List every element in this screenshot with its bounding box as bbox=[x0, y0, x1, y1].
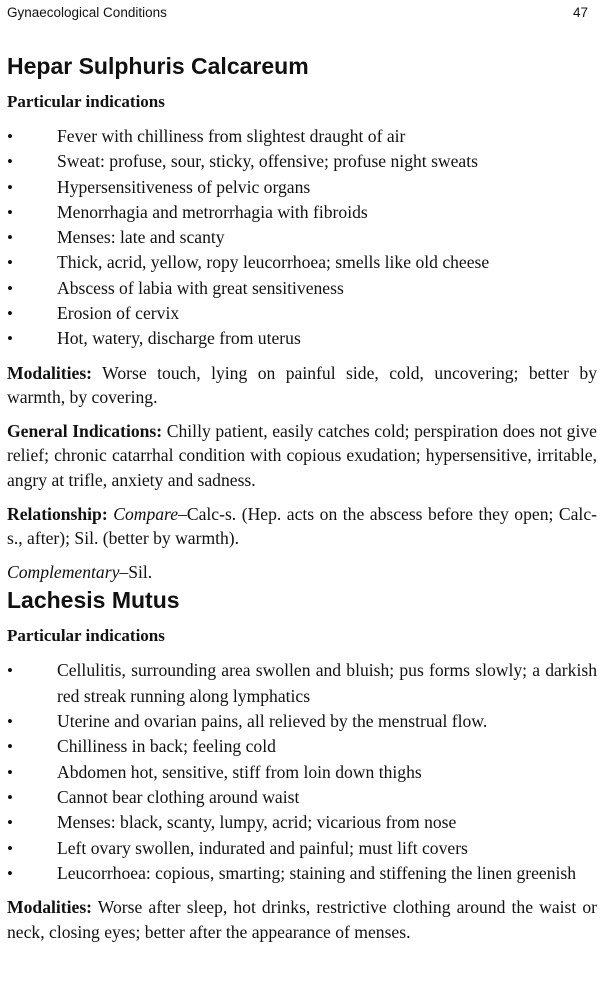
compare-label: Compare bbox=[113, 503, 179, 524]
list-item: • Abscess of labia with great sensitiveness bbox=[7, 276, 597, 301]
list-item: • Leucorrhoea: copious, smarting; staining and stiffening the linen greenish bbox=[7, 861, 597, 886]
relationship-paragraph: Relationship: Compare–Calc-s. (Hep. acts on the abscess before they open; Calc-s., after); Sil. (better by warmth). bbox=[7, 503, 597, 549]
bullet-icon: • bbox=[7, 737, 13, 757]
bullet-icon: • bbox=[7, 838, 13, 858]
list-item: • Menses: late and scanty bbox=[7, 225, 597, 250]
bullet-icon: • bbox=[7, 228, 13, 248]
list-item: • Hot, watery, discharge from uterus bbox=[7, 326, 597, 351]
bullet-icon: • bbox=[7, 152, 13, 172]
page-body bbox=[7, 50, 597, 944]
bullet-icon: • bbox=[7, 278, 13, 298]
modalities-label: Modalities: bbox=[7, 897, 93, 918]
list-item: • Thick, acrid, yellow, ropy leucorrhoea; smells like old cheese bbox=[7, 250, 597, 275]
list-item: • Chilliness in back; feeling cold bbox=[7, 734, 597, 759]
list-item: • Cellulitis, surrounding area swollen and bluish; pus forms slowly; a darkish red streak running along lymphatics bbox=[7, 660, 597, 706]
general-indications-label: General Indications: bbox=[7, 420, 163, 441]
bullet-icon: • bbox=[7, 177, 13, 197]
list-item: • Uterine and ovarian pains, all relieved by the menstrual flow. bbox=[7, 709, 597, 734]
modalities-paragraph-lachesis: Modalities: Worse after sleep, hot drinks, restrictive clothing around the waist or neck, closing eyes; better after the appearance of menses. bbox=[7, 897, 597, 942]
list-item: • Cannot bear clothing around waist bbox=[7, 785, 597, 810]
bullet-icon: • bbox=[7, 329, 13, 349]
general-indications-paragraph: General Indications: Chilly patient, easily catches cold; perspiration does not give relief; chronic catarrhal condition with copious exudation; hypersensitive, irritable, angry at trifle, anxiety and sadness. bbox=[7, 420, 597, 491]
complementary-label: Complementary bbox=[7, 561, 120, 582]
bullet-icon: • bbox=[7, 202, 13, 222]
bullet-icon: • bbox=[7, 762, 13, 782]
running-title: Gynaecological Conditions bbox=[7, 5, 167, 20]
complementary-paragraph: Complementary–Sil. bbox=[7, 561, 153, 582]
bullet-icon: • bbox=[7, 813, 13, 833]
list-item: • Sweat: profuse, sour, sticky, offensive; profuse night sweats bbox=[7, 149, 597, 174]
running-header bbox=[7, 5, 588, 23]
section-title-lachesis: Lachesis Mutus bbox=[7, 587, 180, 614]
page-number: 47 bbox=[572, 5, 588, 20]
list-item: • Abdomen hot, sensitive, stiff from loin down thighs bbox=[7, 760, 597, 785]
list-item: • Menses: black, scanty, lumpy, acrid; vicarious from nose bbox=[7, 810, 597, 835]
bullet-icon: • bbox=[7, 127, 13, 146]
indications-list-hepar bbox=[7, 124, 597, 352]
bullet-icon: • bbox=[7, 787, 13, 807]
modalities-label: Modalities: bbox=[7, 362, 93, 383]
subheading-particular-indications: Particular indications bbox=[7, 92, 165, 111]
relationship-label: Relationship: bbox=[7, 503, 108, 524]
bullet-icon: • bbox=[7, 863, 13, 883]
list-item: • Menorrhagia and metrorrhagia with fibroids bbox=[7, 200, 597, 225]
list-item: • Left ovary swollen, indurated and painful; must lift covers bbox=[7, 836, 597, 861]
list-item: • Hypersensitiveness of pelvic organs bbox=[7, 175, 597, 200]
modalities-paragraph-hepar: Modalities: Worse touch, lying on painful side, cold, uncovering; better by warmth, by covering. bbox=[7, 362, 597, 408]
bullet-icon: • bbox=[7, 253, 13, 273]
section-title-hepar: Hepar Sulphuris Calcareum bbox=[7, 53, 309, 79]
bullet-icon: • bbox=[7, 304, 13, 324]
bullet-icon: • bbox=[7, 661, 13, 681]
subheading-particular-indications: Particular indications bbox=[7, 626, 165, 646]
indications-list-lachesis bbox=[7, 658, 597, 886]
list-item: • Erosion of cervix bbox=[7, 301, 597, 326]
bullet-icon: • bbox=[7, 712, 13, 732]
list-item: • Fever with chilliness from slightest draught of air bbox=[7, 124, 597, 149]
